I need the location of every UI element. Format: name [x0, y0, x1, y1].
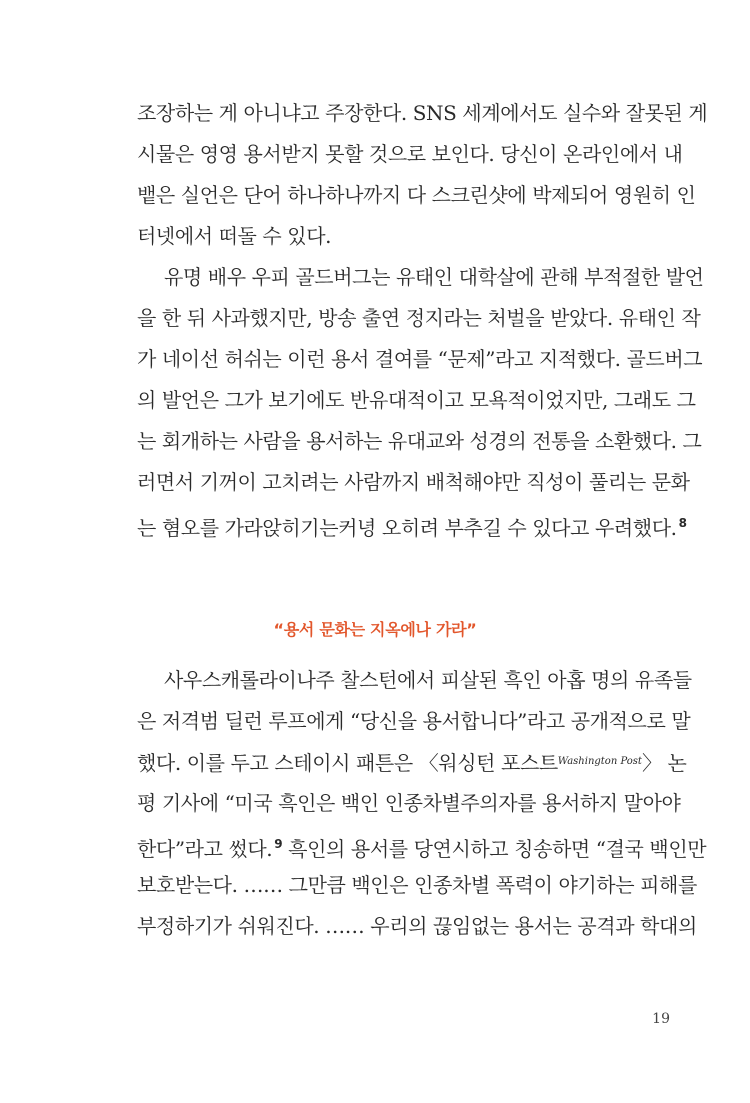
section-heading: “용서 문화는 지옥에나 가라” [273, 620, 477, 639]
footnote-marker: 9 [274, 837, 283, 851]
body-text-span: 했다. 이를 두고 스테이시 패튼은 〈워싱턴 포스트 [137, 751, 558, 775]
english-title-annotation: Washington Post [557, 756, 642, 767]
body-text-span: 흑인의 용서를 당연시하고 칭송하면 “결국 백인만 [282, 837, 707, 861]
body-text-line: 조장하는 게 아니냐고 주장한다. SNS 세계에서도 실수와 잘못된 게 [137, 101, 708, 125]
body-text-line: 유명 배우 우피 골드버그는 유태인 대학살에 관해 부적절한 발언 [164, 265, 704, 289]
body-text-line [137, 511, 687, 540]
body-text-line: 가 네이선 허쉬는 이런 용서 결여를 “문제”라고 지적했다. 골드버그 [137, 347, 703, 371]
body-text-line: 평 기사에 “미국 흑인은 백인 인종차별주의자를 용서하지 말아야 [137, 791, 681, 815]
body-text-line: 는 회개하는 사람을 용서하는 유대교와 성경의 전통을 소환했다. 그 [137, 429, 702, 453]
body-text-line: 터넷에서 떠돌 수 있다. [137, 224, 332, 248]
body-text-span: 는 혐오를 가라앉히기는커녕 오히려 부추길 수 있다고 우려했다. [137, 516, 677, 540]
body-text-line [137, 832, 707, 861]
body-text-line: 보호받는다. …… 그만큼 백인은 인종차별 폭력이 야기하는 피해를 [137, 873, 697, 897]
body-text-line: 뱉은 실언은 단어 하나하나까지 다 스크린샷에 박제되어 영원히 인 [137, 183, 696, 207]
body-text-line: 의 발언은 그가 보기에도 반유대적이고 모욕적이었지만, 그래도 그 [137, 388, 696, 412]
body-text-line: 부정하기가 쉬워진다. …… 우리의 끊임없는 용서는 공격과 학대의 [137, 914, 697, 938]
body-text-span: 〉 논 [641, 751, 687, 775]
footnote-marker: 8 [678, 516, 687, 530]
body-text-line: 사우스캐롤라이나주 찰스턴에서 피살된 흑인 아홉 명의 유족들 [164, 668, 692, 692]
body-text-line: 시물은 영영 용서받지 못할 것으로 보인다. 당신이 온라인에서 내 [137, 142, 683, 166]
body-text-line [137, 750, 687, 775]
page-number: 19 [652, 1011, 670, 1027]
body-text-line: 을 한 뒤 사과했지만, 방송 출연 정지라는 처벌을 받았다. 유태인 작 [137, 306, 701, 330]
body-text-span: 한다”라고 썼다. [137, 837, 273, 861]
body-text-line: 은 저격범 딜런 루프에게 “당신을 용서합니다”라고 공개적으로 말 [137, 709, 691, 733]
body-text-line: 러면서 기꺼이 고치려는 사람까지 배척해야만 직성이 풀리는 문화 [137, 470, 690, 494]
